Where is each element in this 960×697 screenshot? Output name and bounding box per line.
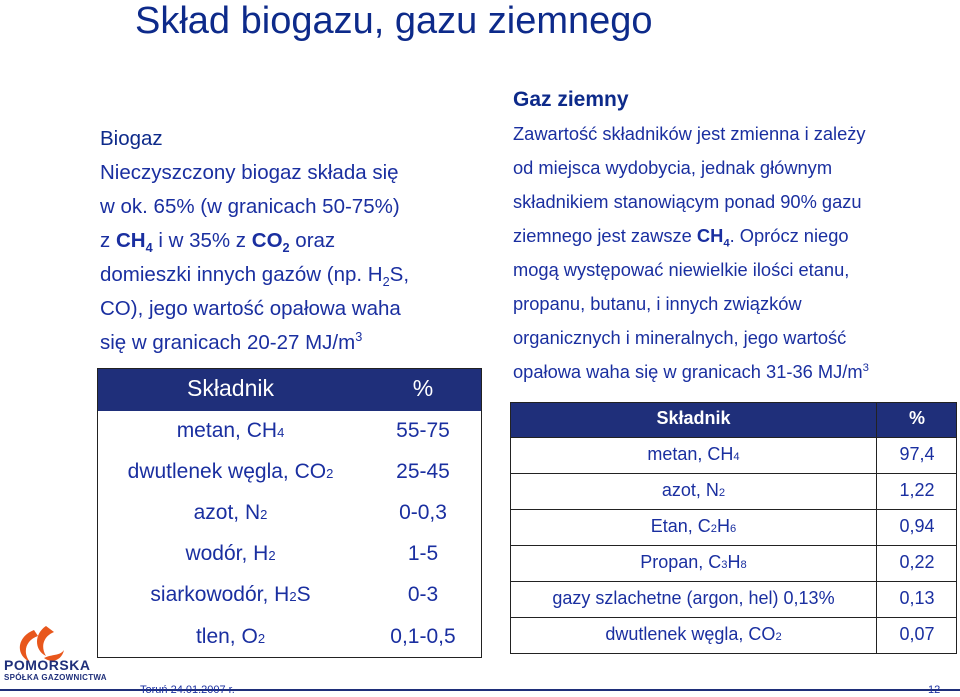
component-cell: azot, N2 [193,501,268,524]
page-number: 12 [928,684,941,696]
header-percent: % [412,375,434,401]
natural-gas-heading: Gaz ziemny [513,88,629,111]
ng-line-1: Zawartość składników jest zmienna i zależy [513,123,866,144]
logo-sub-text: SPÓŁKA GAZOWNICTWA [4,673,107,682]
table-header [511,403,956,437]
component-cell: metan, CH4 [647,444,740,464]
table-row [98,411,481,452]
table-row [98,534,481,575]
natural-gas-table [510,402,957,654]
ng-line-2: od miejsca wydobycia, jednak głównym [513,157,833,178]
table-row [511,581,956,617]
table-row [511,473,956,509]
percent-cell: 0,94 [899,516,935,536]
component-cell: Etan, C2H6 [650,516,737,536]
natural-gas-description [513,117,958,389]
component-cell: siarkowodór, H2S [150,583,311,606]
table-row [98,575,481,616]
biogas-line-2: w ok. 65% (w granicach 50-75%) [100,195,400,218]
page-title: Skład biogazu, gazu ziemnego [135,0,653,42]
percent-cell: 55-75 [396,419,450,442]
table-row [511,617,956,653]
percent-cell: 25-45 [396,460,450,483]
biogas-line-4: domieszki innych gazów (np. $H_2S$, [100,263,410,290]
table-row [511,545,956,581]
table-row [98,452,481,493]
header-component: Składnik [656,408,731,428]
percent-cell: 0-0,3 [399,501,447,524]
percent-cell: 0,1-0,5 [390,625,456,648]
table-row [511,509,956,545]
percent-cell: 0,13 [899,588,935,608]
ng-line-4: ziemnego jest zawsze $CH_4$. Oprócz niego [513,225,849,250]
biogas-line-1: Nieczyszczony biogaz składa się [100,161,399,184]
percent-cell: 0-3 [407,583,439,606]
component-cell: metan, CH4 [176,419,285,442]
ng-line-7: organicznych i mineralnych, jego wartość [513,327,847,348]
percent-cell: 0,22 [899,552,935,572]
percent-cell: 1-5 [407,542,439,565]
table-row [98,493,481,534]
ng-line-3: składnikiem stanowiącym ponad 90% gazu [513,191,862,212]
logo-brand-text: POMORSKA [4,657,91,673]
biogas-table [97,368,482,658]
biogas-description [100,122,490,360]
ng-line-6: propanu, butanu, i innych związków [513,293,802,314]
biogas-line-6: się w granicach 20-27 $MJ/m^3$ [100,329,363,354]
component-cell: wodór, H2 [185,542,276,565]
component-cell: dwutlenek węgla, CO2 [127,460,334,483]
component-cell: dwutlenek węgla, CO2 [605,624,782,644]
table-header [98,369,481,411]
percent-cell: 0,07 [899,624,935,644]
component-cell: gazy szlachetne (argon, hel) 0,13% [552,588,835,608]
biogas-line-3: z $CH_4$ i w 35% z $CO_2$ oraz [100,229,336,256]
biogas-heading: Biogaz [100,127,163,150]
component-cell: Propan, C3H8 [640,552,747,572]
table-row [98,617,481,658]
percent-cell: 97,4 [899,444,935,464]
header-percent: % [908,408,925,428]
percent-cell: 1,22 [899,480,935,500]
ng-line-5: mogą występować niewielkie ilości etanu, [513,259,850,280]
footer-date: Toruń 24.01.2007 r. [140,684,235,696]
component-cell: tlen, O2 [195,625,266,648]
ng-line-8: opałowa waha się w granicach 31-36 $MJ/m^3$ [513,361,869,382]
header-component: Składnik [187,375,274,401]
component-cell: azot, N2 [661,480,726,500]
biogas-line-5: CO), jego wartość opałowa waha [100,297,401,320]
table-row [511,437,956,473]
